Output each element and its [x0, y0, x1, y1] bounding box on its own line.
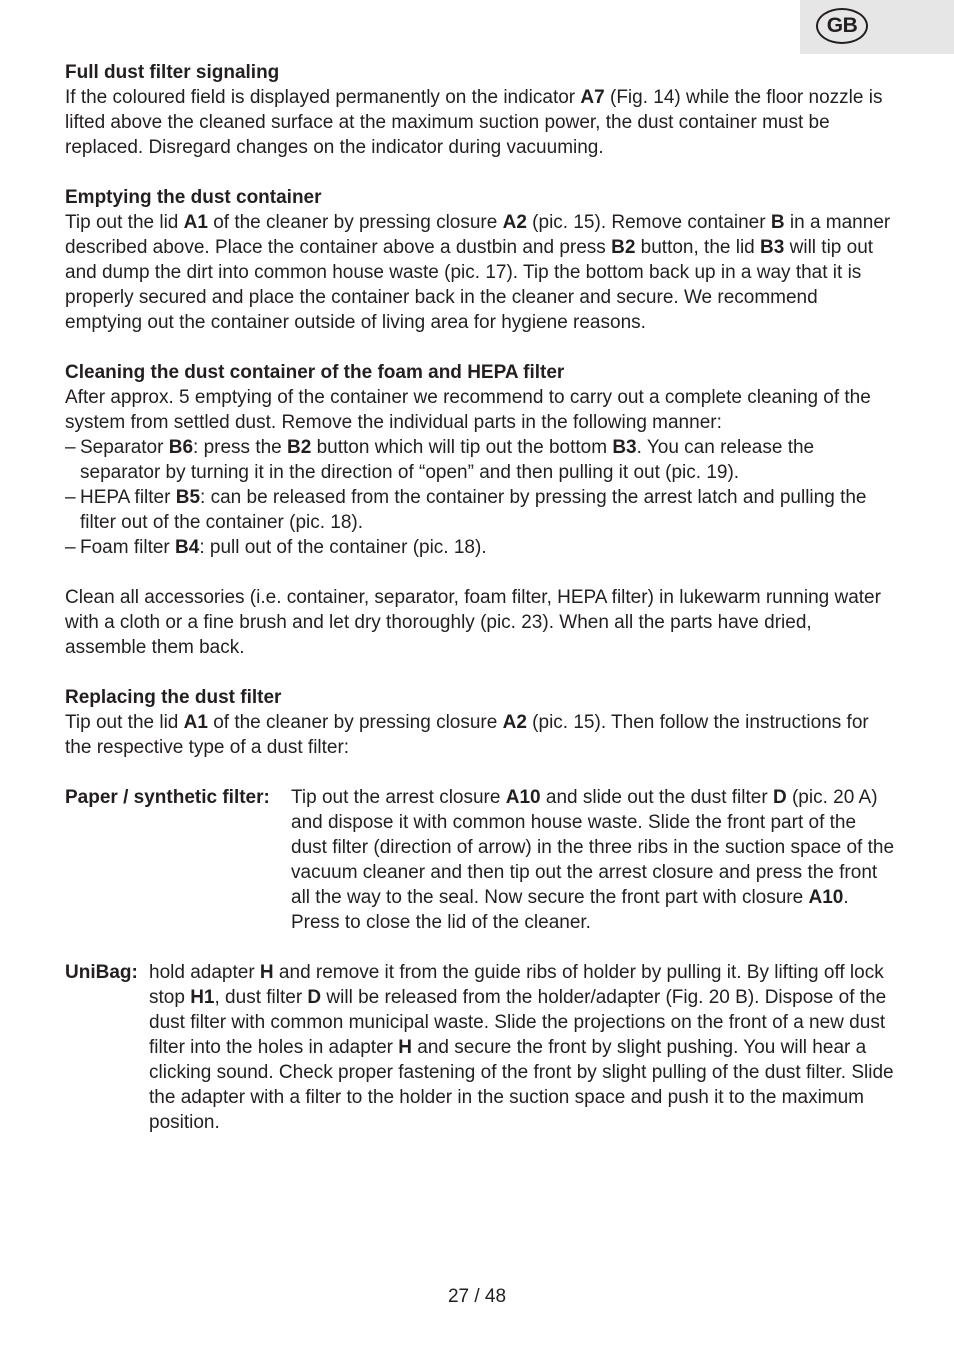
paragraph-full-dust-filter: If the coloured field is displayed permanently on the indicator A7 (Fig. 14) while the floor nozzle is lifted above the cleaned surface at the maximum suction power, the dust container must be replaced. Disregard changes on the indicator during vacuuming.: [65, 87, 883, 158]
paper-filter-text: Tip out the arrest closure A10 and slide out the dust filter D (pic. 20 A) and dispose it with common house waste. Slide the front part of the dust filter (direction of arrow) in the three ribs in the suction space of the vacuum cleaner and then tip out the arrest closure and press the front all the way to the seal. Now secure the front part with closure A10. Press to close the lid of the cleaner.: [291, 787, 895, 933]
paragraph-cleaning-intro: After approx. 5 emptying of the container we recommend to carry out a complete cleaning of the system from settled dust. Remove the individual parts in the following manner:: [65, 387, 871, 433]
list-item-separator: – Separator B6: press the B2 button which will tip out the bottom B3. You can release the separator by turning it in the direction of “open” and then pulling it out (pic. 19).: [65, 437, 815, 483]
paper-filter-label: Paper / synthetic filter:: [65, 787, 270, 808]
language-badge: GB: [816, 8, 868, 44]
language-tab: [800, 0, 954, 54]
list-item-foam: – Foam filter B4: pull out of the container (pic. 18).: [65, 537, 487, 558]
paragraph-emptying: Tip out the lid A1 of the cleaner by pressing closure A2 (pic. 15). Remove container B in a manner described above. Place the container above a dustbin and press B2 button, the lid B3 will tip out and dump the dirt into common house waste (pic. 17). Tip the bottom back up in a way that it is properly secured and place the container back in the cleaner and secure. We recommend emptying out the container outside of living area for hygiene reasons.: [65, 212, 891, 333]
unibag-text: hold adapter H and remove it from the guide ribs of holder by pulling it. By lifting off lock stop H1, dust filter D will be released from the holder/adapter (Fig. 20 B). Dispose of the dust filter with common municipal waste. Slide the projections on the front of a new dust filter into the holes in adapter H and secure the front by slight pushing. You will hear a clicking sound. Check proper fastening of the front by slight pulling of the dust filter. Slide the adapter with a filter to the holder in the suction space and push it to the maximum position.: [149, 962, 894, 1133]
heading-emptying: Emptying the dust container: [65, 187, 322, 208]
section-replacing: [65, 685, 895, 760]
cleaning-parts-list: [65, 435, 895, 560]
list-item-hepa: – HEPA filter B5: can be released from the container by pressing the arrest latch and pulling the filter out of the container (pic. 18).: [65, 487, 867, 533]
heading-cleaning: Cleaning the dust container of the foam and HEPA filter: [65, 362, 565, 383]
heading-replacing: Replacing the dust filter: [65, 687, 282, 708]
section-emptying: [65, 185, 895, 335]
section-cleaning: [65, 360, 895, 560]
unibag-label: UniBag:: [65, 962, 138, 983]
paper-filter-block: [65, 785, 895, 935]
paragraph-wash: Clean all accessories (i.e. container, separator, foam filter, HEPA filter) in lukewarm running water with a cloth or a fine brush and let dry thoroughly (pic. 23). When all the parts have dried, assemble them back.: [65, 587, 881, 658]
unibag-block: [65, 960, 895, 1135]
page-content: [65, 60, 895, 1160]
heading-full-dust-filter: Full dust filter signaling: [65, 62, 280, 83]
paragraph-replacing: Tip out the lid A1 of the cleaner by pressing closure A2 (pic. 15). Then follow the instructions for the respective type of a dust filter:: [65, 712, 869, 758]
page-number: 27 / 48: [447, 1286, 507, 1307]
section-full-dust-filter: [65, 60, 895, 160]
section-wash: [65, 585, 895, 660]
